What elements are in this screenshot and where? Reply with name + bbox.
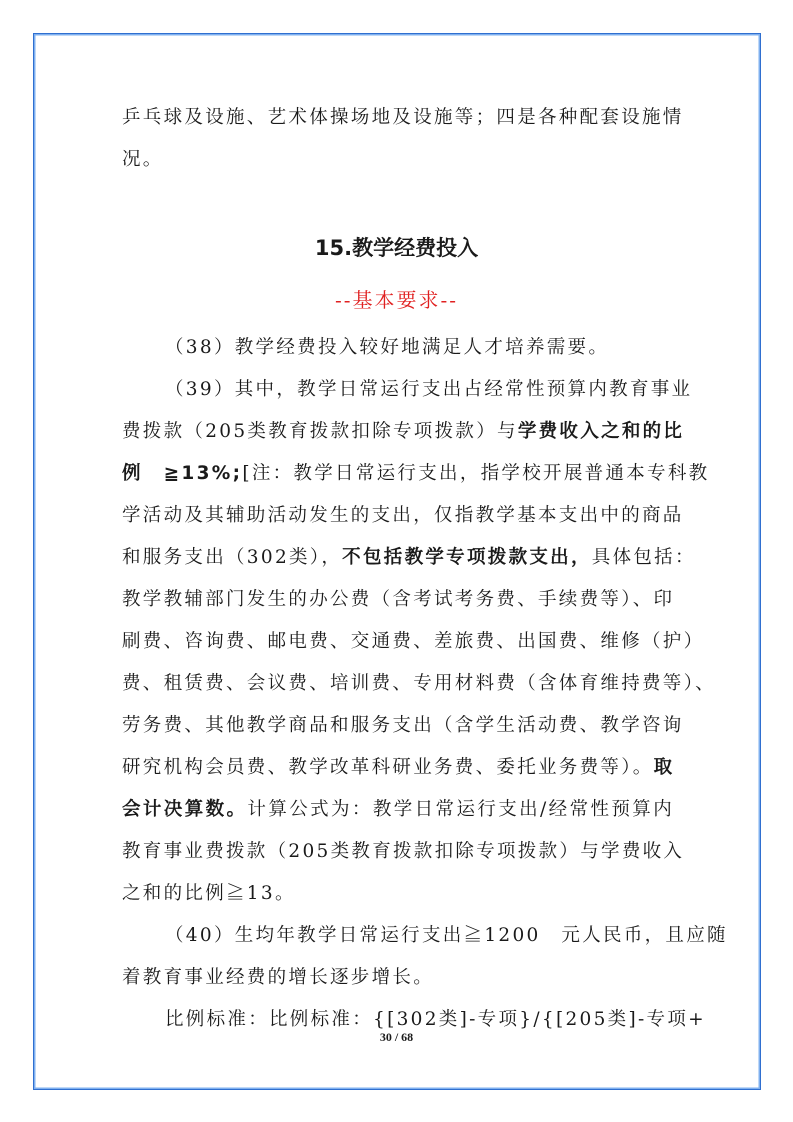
item-39-bold: 取 (653, 757, 675, 778)
item-40-line-2: 着教育事业经费的增长逐步增长。 (122, 967, 435, 988)
item-39-text: 具体包括： (591, 547, 696, 568)
item-39-line-1: （39）其中，教学日常运行支出占经常性预算内教育事业 (165, 379, 693, 400)
item-39-line-4: 学活动及其辅助活动发生的支出，仅指教学基本支出中的商品 (122, 505, 684, 526)
item-39-bold: 会计决算数。 (122, 799, 248, 820)
item-39-bold: 例 (122, 463, 143, 484)
item-39-line-2 (122, 414, 685, 450)
item-39-bold: 学费收入之和的比 (517, 421, 685, 442)
item-39-text: [注：教学日常运行支出，指学校开展普通本专科教 (242, 463, 710, 484)
item-39-text: 费拨款（205类教育拨款扣除专项拨款）与 (122, 421, 518, 442)
item-39-bold: 不包括教学专项拨款支出， (342, 547, 592, 568)
item-39-line-7: 刷费、咨询费、邮电费、交通费、差旅费、出国费、维修（护） (122, 631, 705, 652)
item-39-line-6: 教学教辅部门发生的办公费（含考试考务费、手续费等）、印 (122, 589, 675, 610)
item-39-bold: ≧13%; (163, 463, 243, 484)
item-40-line-1: （40）生均年教学日常运行支出≧1200 元人民币，且应随 (165, 925, 728, 946)
item-39-line-11 (122, 792, 674, 828)
page-number: 30 / 68 (379, 1030, 414, 1044)
item-39-text: 计算公式为：教学日常运行支出/经常性预算内 (247, 799, 674, 820)
ratio-standard: 比例标准：比例标准：{[302类]-专项}/{[205类]-专项+ (165, 1009, 706, 1030)
section-title: 15.教学经费投入 (314, 236, 479, 260)
intro-line-1: 乒乓球及设施、艺术体操场地及设施等；四是各种配套设施情 (122, 107, 684, 128)
item-38: （38）教学经费投入较好地满足人才培养需要。 (165, 337, 610, 358)
item-39-line-13: 之和的比例≧13。 (122, 883, 296, 904)
item-39-text: 研究机构会员费、教学改革科研业务费、委托业务费等）。 (122, 757, 654, 778)
intro-line-2: 况。 (122, 149, 164, 170)
item-39-text: 和服务支出（302类）， (122, 547, 343, 568)
item-39-line-5 (122, 540, 696, 576)
item-39-line-9: 劳务费、其他教学商品和服务支出（含学生活动费、教学咨询 (122, 715, 684, 736)
item-39-line-12: 教育事业费拨款（205类教育拨款扣除专项拨款）与学费收入 (122, 841, 685, 862)
item-39-line-3 (122, 456, 710, 492)
section-subtitle: --基本要求-- (334, 288, 459, 312)
item-39-line-8: 费、租赁费、会议费、培训费、专用材料费（含体育维持费等）、 (122, 673, 716, 694)
item-39-line-10 (122, 750, 674, 786)
